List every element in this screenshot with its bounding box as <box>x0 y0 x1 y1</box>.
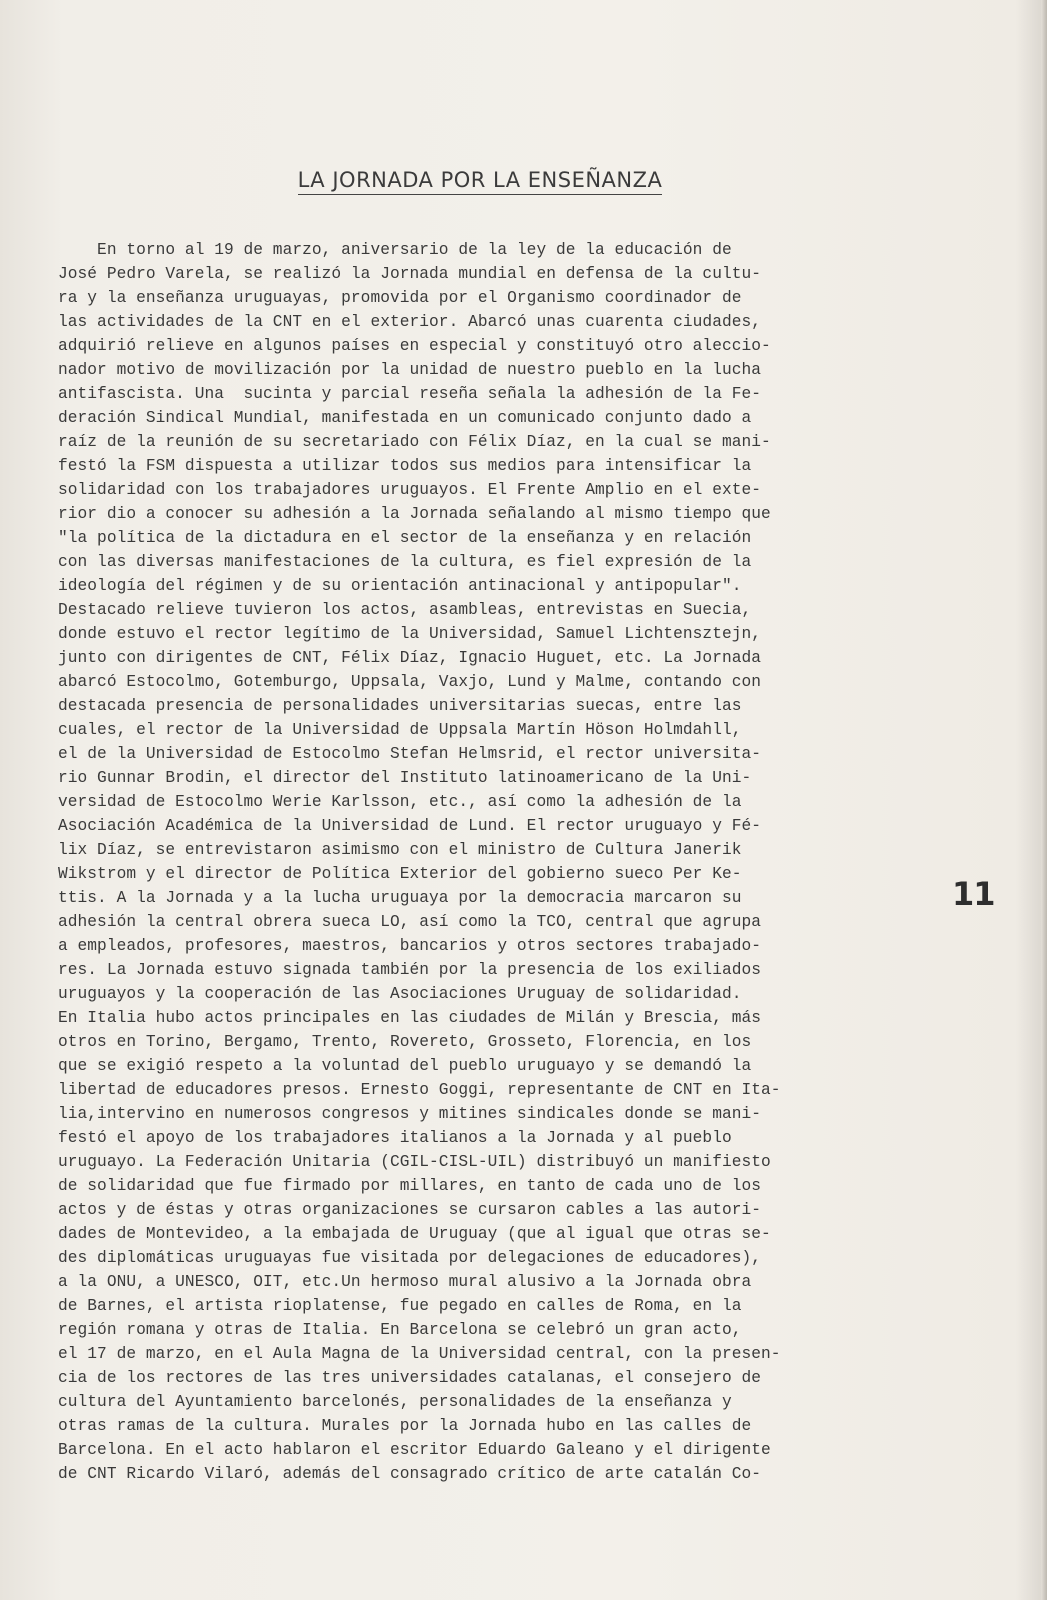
text-line: junto con dirigentes de CNT, Félix Díaz, Ignacio Huguet, etc. La Jornada <box>58 649 762 667</box>
text-line: res. La Jornada estuvo signada también por la presencia de los exiliados <box>58 961 762 979</box>
text-line: adhesión la central obrera sueca LO, así como la TCO, central que agrupa <box>58 913 762 931</box>
text-line: dades de Montevideo, a la embajada de Uruguay (que al igual que otras se- <box>58 1225 771 1243</box>
text-line: libertad de educadores presos. Ernesto Goggi, representante de CNT en Ita- <box>58 1081 781 1099</box>
text-line: destacada presencia de personalidades universitarias suecas, entre las <box>58 697 742 715</box>
text-line: antifascista. Una sucinta y parcial reseña señala la adhesión de la Fe- <box>58 385 762 403</box>
text-line: En Italia hubo actos principales en las ciudades de Milán y Brescia, más <box>58 1009 762 1027</box>
text-line: Barcelona. En el acto hablaron el escritor Eduardo Galeano y el dirigente <box>58 1441 771 1459</box>
text-line: "la política de la dictadura en el sector de la enseñanza y en relación <box>58 529 752 547</box>
text-line: ra y la enseñanza uruguayas, promovida por el Organismo coordinador de <box>58 289 742 307</box>
text-line: a empleados, profesores, maestros, bancarios y otros sectores trabajado- <box>58 937 762 955</box>
text-line: rior dio a conocer su adhesión a la Jornada señalando al mismo tiempo que <box>58 505 771 523</box>
text-line: donde estuvo el rector legítimo de la Universidad, Samuel Lichtensztejn, <box>58 625 762 643</box>
text-line: José Pedro Varela, se realizó la Jornada mundial en defensa de la cultu- <box>58 265 762 283</box>
text-line: de CNT Ricardo Vilaró, además del consagrado crítico de arte catalán Co- <box>58 1465 762 1483</box>
text-line: Asociación Académica de la Universidad de Lund. El rector uruguayo y Fé- <box>58 817 762 835</box>
text-line: región romana y otras de Italia. En Barcelona se celebró un gran acto, <box>58 1321 742 1339</box>
text-line: actos y de éstas y otras organizaciones se cursaron cables a las autori- <box>58 1201 762 1219</box>
text-line: ttis. A la Jornada y a la lucha uruguaya por la democracia marcaron su <box>58 889 742 907</box>
text-line: el 17 de marzo, en el Aula Magna de la Universidad central, con la presen- <box>58 1345 781 1363</box>
page-edge-shadow <box>1041 0 1047 1600</box>
text-line: a la ONU, a UNESCO, OIT, etc.Un hermoso mural alusivo a la Jornada obra <box>58 1273 752 1291</box>
text-line: deración Sindical Mundial, manifestada en un comunicado conjunto dado a <box>58 409 752 427</box>
text-line: ideología del régimen y de su orientación antinacional y antipopular". <box>58 577 742 595</box>
text-line: rio Gunnar Brodin, el director del Instituto latinoamericano de la Uni- <box>58 769 752 787</box>
text-line: adquirió relieve en algunos países en especial y constituyó otro aleccio- <box>58 337 771 355</box>
page-title-text: LA JORNADA POR LA ENSEÑANZA <box>298 168 663 195</box>
text-line: uruguayo. La Federación Unitaria (CGIL-CISL-UIL) distribuyó un manifiesto <box>58 1153 771 1171</box>
text-line: las actividades de la CNT en el exterior. Abarcó unas cuarenta ciudades, <box>58 313 762 331</box>
text-line: que se exigió respeto a la voluntad del pueblo uruguayo y se demandó la <box>58 1057 752 1075</box>
text-line: Destacado relieve tuvieron los actos, asambleas, entrevistas en Suecia, <box>58 601 752 619</box>
text-line: cultura del Ayuntamiento barcelonés, personalidades de la enseñanza y <box>58 1393 732 1411</box>
text-line: de solidaridad que fue firmado por millares, en tanto de cada uno de los <box>58 1177 762 1195</box>
text-line: otros en Torino, Bergamo, Trento, Rovereto, Grosseto, Florencia, en los <box>58 1033 752 1051</box>
page-title <box>0 168 960 192</box>
text-line: festó el apoyo de los trabajadores italianos a la Jornada y al pueblo <box>58 1129 732 1147</box>
text-line: versidad de Estocolmo Werie Karlsson, etc., así como la adhesión de la <box>58 793 742 811</box>
text-line: solidaridad con los trabajadores uruguayos. El Frente Amplio en el exte- <box>58 481 762 499</box>
text-line: cia de los rectores de las tres universidades catalanas, el consejero de <box>58 1369 762 1387</box>
page-number: 11 <box>952 875 995 913</box>
text-line: lix Díaz, se entrevistaron asimismo con el ministro de Cultura Janerik <box>58 841 742 859</box>
text-line: con las diversas manifestaciones de la cultura, es fiel expresión de la <box>58 553 752 571</box>
text-line: abarcó Estocolmo, Gotemburgo, Uppsala, Vaxjo, Lund y Malme, contando con <box>58 673 762 691</box>
text-line: En torno al 19 de marzo, aniversario de la ley de la educación de <box>58 241 732 259</box>
body-paragraph <box>58 238 943 1486</box>
text-line: nador motivo de movilización por la unidad de nuestro pueblo en la lucha <box>58 361 762 379</box>
text-line: de Barnes, el artista rioplatense, fue pegado en calles de Roma, en la <box>58 1297 742 1315</box>
text-line: Wikstrom y el director de Política Exterior del gobierno sueco Per Ke- <box>58 865 742 883</box>
text-line: raíz de la reunión de su secretariado con Félix Díaz, en la cual se mani- <box>58 433 771 451</box>
text-line: cuales, el rector de la Universidad de Uppsala Martín Höson Holmdahll, <box>58 721 742 739</box>
text-line: lia,intervino en numerosos congresos y mitines sindicales donde se mani- <box>58 1105 762 1123</box>
text-line: el de la Universidad de Estocolmo Stefan Helmsrid, el rector universita- <box>58 745 762 763</box>
text-line: festó la FSM dispuesta a utilizar todos sus medios para intensificar la <box>58 457 752 475</box>
text-line: otras ramas de la cultura. Murales por la Jornada hubo en las calles de <box>58 1417 752 1435</box>
text-line: uruguayos y la cooperación de las Asociaciones Uruguay de solidaridad. <box>58 985 742 1003</box>
text-line: des diplomáticas uruguayas fue visitada por delegaciones de educadores), <box>58 1249 762 1267</box>
